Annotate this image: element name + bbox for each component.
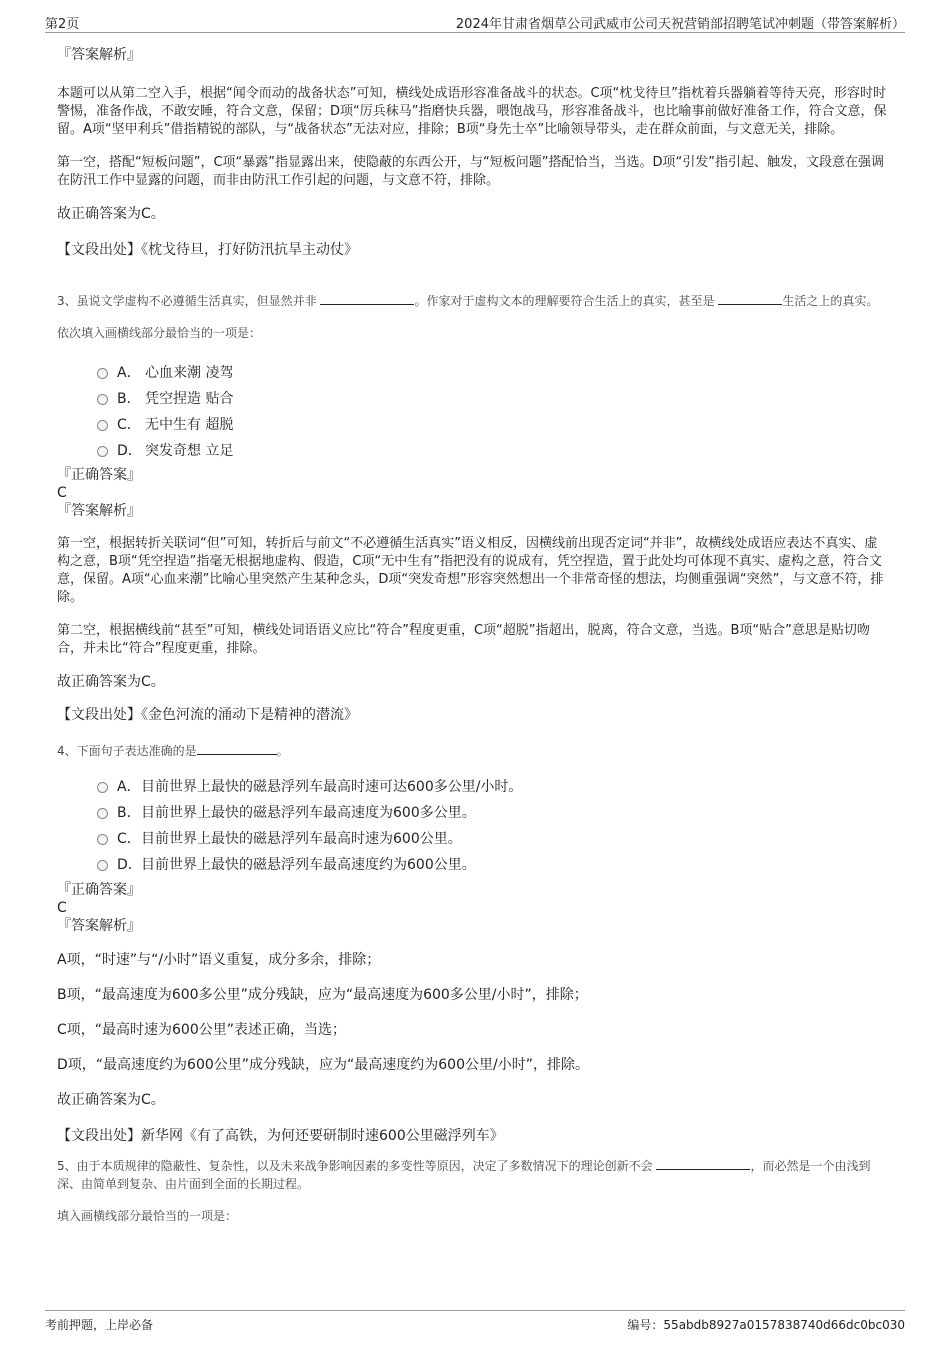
q4-options [57,774,887,878]
q4-analysis-d: D项，“最高速度约为600公里”成分残缺，应为“最高速度约为600公里/小时”，排除。 [57,1057,589,1073]
q3-analysis-label: 『答案解析』 [57,503,141,519]
option-letter: D． [117,857,142,873]
page-content [57,40,887,1237]
q3-source: 【文段出处】《金色河流的涌动下是精神的潜流》 [57,707,358,723]
option-letter: B． [117,391,141,407]
option-letter: A． [117,365,141,381]
q4-analysis-c: C项，“最高时速为600公里”表述正确，当选； [57,1022,347,1038]
q4-option-d[interactable] [57,852,887,878]
q2-conclusion: 故正确答案为C。 [57,206,165,222]
q4-stem-end: 。 [276,744,289,758]
q4-stem-text: 4、下面句子表达准确的是 [57,744,197,758]
q2-analysis-para2: 第一空，搭配“短板问题”，C项“暴露”指显露出来，使隐蔽的东西公开，与“短板问题”搭配恰当，当选。D项“引发”指引起、触发，文段意在强调在防汛工作中显露的问题，而非由防汛工作引起的问题，与文意不符，排除。 [57,155,884,188]
option-letter: C． [117,831,141,847]
q4-correct-answer: C [57,900,67,916]
q2-source: 【文段出处】《枕戈待旦，打好防汛抗旱主动仗》 [57,242,358,258]
q4-option-c[interactable] [57,826,887,852]
footer-id [627,1316,905,1333]
footer-slogan: 考前押题，上岸必备 [45,1318,154,1332]
q4-conclusion: 故正确答案为C。 [57,1092,165,1108]
q3-conclusion: 故正确答案为C。 [57,674,165,690]
option-text: 目前世界上最快的磁悬浮列车最高时速可达600多公里/小时。 [141,779,523,795]
q4-stem [57,742,887,760]
q2-analysis-para1: 本题可以从第二空入手，根据“闻令而动的战备状态”可知，横线处成语形容准备战斗的状态。C项“枕戈待旦”指枕着兵器躺着等待天亮，形容时时警惕，准备作战，不敢安睡，符合文意，保留；D项“厉兵秣马”指磨快兵器，喂饱战马，形容准备战斗，也比喻事前做好准备工作，符合文意，保留。A项“坚甲利兵”借指精锐的部队，与“战备状态”无法对应，排除；B项“身先士卒”比喻领导带头，走在群众前面，与文意无关，排除。 [57,86,887,137]
option-text: 目前世界上最快的磁悬浮列车最高时速为600公里。 [141,831,462,847]
q3-option-d[interactable] [57,438,887,464]
footer-id-label: 编号： [627,1318,664,1332]
q3-blank-1 [320,292,414,305]
radio-icon[interactable] [97,394,108,405]
q3-option-c[interactable] [57,412,887,438]
q3-correct-label: 『正确答案』 [57,467,141,483]
q4-analysis-a: A项，“时速”与“/小时”语义重复，成分多余，排除； [57,952,381,968]
q3-option-b[interactable] [57,386,887,412]
page-header [45,10,905,33]
radio-icon[interactable] [97,368,108,379]
document-title: 2024年甘肃省烟草公司武威市公司天祝营销部招聘笔试冲刺题（带答案解析） [455,17,905,32]
page-number: 第2页 [45,17,80,32]
q4-analysis-b: B项，“最高速度为600多公里”成分残缺，应为“最高速度为600多公里/小时”，排除； [57,987,588,1003]
option-letter: B． [117,805,141,821]
q3-correct-answer: C [57,485,67,501]
option-text: 目前世界上最快的磁悬浮列车最高速度为600多公里。 [141,805,476,821]
radio-icon[interactable] [97,834,108,845]
q3-stem-part2: 。作家对于虚构文本的理解要符合生活上的真实，甚至是 [414,294,715,308]
option-letter: D． [117,443,142,459]
radio-icon[interactable] [97,860,108,871]
footer-id-value: 55abdb8927a0157838740d66dc0bc030 [663,1318,905,1332]
radio-icon[interactable] [97,782,108,793]
q5-stem-part1: 5、由于本质规律的隐蔽性、复杂性，以及未来战争影响因素的多变性等原因，决定了多数情况下的理论创新不会 [57,1159,653,1173]
q2-analysis-label: 『答案解析』 [57,47,141,63]
q3-options [57,360,887,464]
q5-stem [57,1157,887,1193]
q4-source: 【文段出处】新华网《有了高铁，为何还要研制时速600公里磁浮列车》 [57,1128,504,1144]
q5-blank [656,1157,750,1170]
q3-stem-part1: 3、虽说文学虚构不必遵循生活真实，但显然并非 [57,294,317,308]
q5-instruction: 填入画横线部分最恰当的一项是： [57,1209,238,1223]
page-footer [45,1310,905,1341]
q4-blank [197,742,277,755]
q4-option-b[interactable] [57,800,887,826]
option-letter: C． [117,417,141,433]
radio-icon[interactable] [97,446,108,457]
option-text: 突发奇想 立足 [145,443,234,459]
option-text: 无中生有 超脱 [145,417,234,433]
q3-instruction: 依次填入画横线部分最恰当的一项是： [57,326,262,340]
option-text: 心血来潮 凌驾 [145,365,234,381]
q3-option-a[interactable] [57,360,887,386]
q3-stem-part3: 生活之上的真实。 [782,294,879,308]
q4-analysis-label: 『答案解析』 [57,918,141,934]
option-text: 凭空捏造 贴合 [145,391,234,407]
q3-analysis-para2: 第二空，根据横线前“甚至”可知，横线处词语语义应比“符合”程度更重，C项“超脱”指超出，脱离，符合文意，当选。B项“贴合”意思是贴切吻合，并未比“符合”程度更重，排除。 [57,623,870,656]
q3-stem [57,292,887,310]
q5-stem-part2: ，而必然是一个由浅到深、由简单到复杂、由片面到全面的长期过程。 [57,1159,871,1191]
radio-icon[interactable] [97,420,108,431]
q3-analysis-para1: 第一空，根据转折关联词“但”可知，转折后与前文“不必遵循生活真实”语义相反，因横线前出现否定词“并非”，故横线处成语应表达不真实、虚构之意，B项“凭空捏造”指毫无根据地虚构、假造，C项“无中生有”指把没有的说成有，凭空捏造，置于此处均可体现不真实、虚构之意，符合文意，保留。A项“心血来潮”比喻心里突然产生某种念头，D项“突发奇想”形容突然想出一个非常奇怪的想法，均侧重强调“突然”，与文意不符，排除。 [57,536,884,605]
q3-blank-2 [718,292,782,305]
radio-icon[interactable] [97,808,108,819]
option-text: 目前世界上最快的磁悬浮列车最高速度约为600公里。 [141,857,476,873]
q4-option-a[interactable] [57,774,887,800]
q4-correct-label: 『正确答案』 [57,882,141,898]
option-letter: A． [117,779,141,795]
